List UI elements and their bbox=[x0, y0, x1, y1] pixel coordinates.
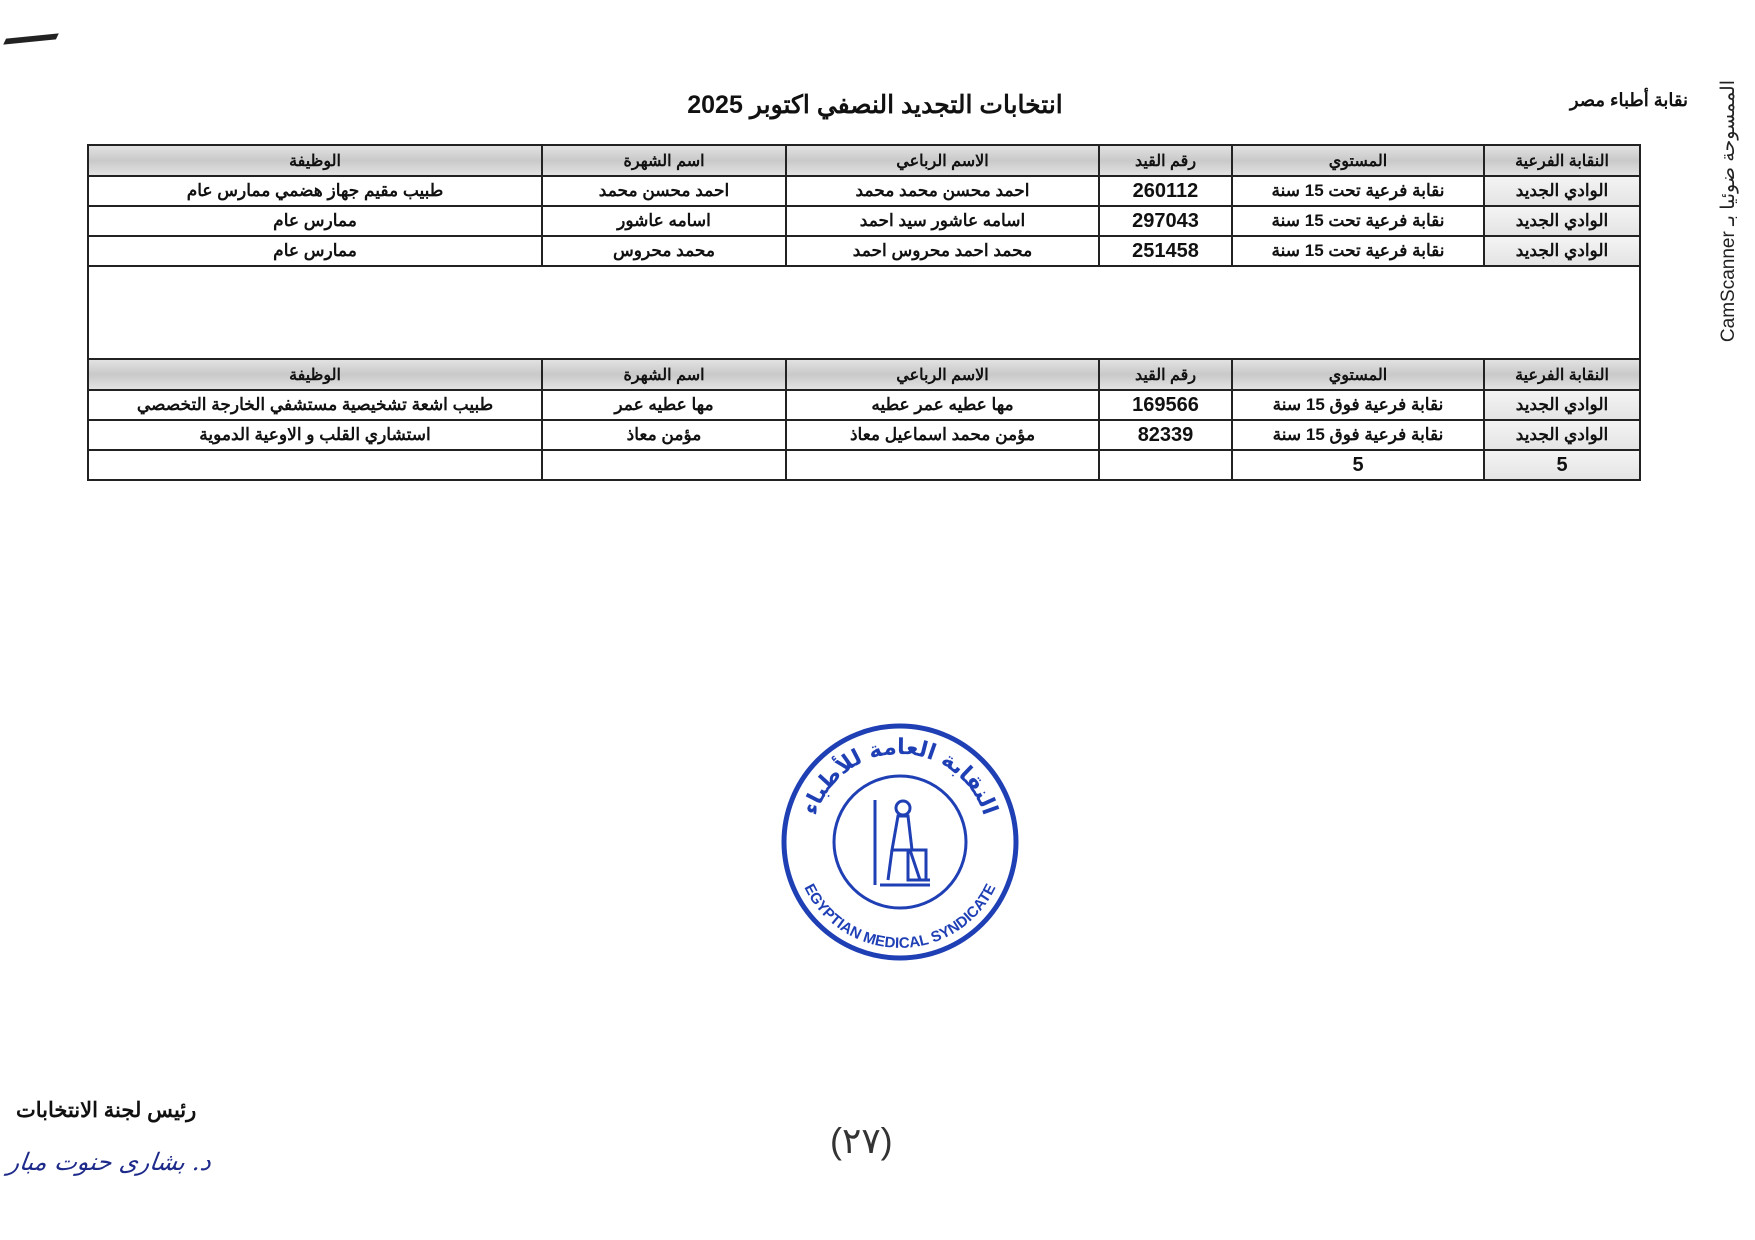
section-spacer-row bbox=[88, 266, 1640, 359]
table-cell: محمد احمد محروس احمد bbox=[786, 236, 1099, 266]
column-header: الوظيفة bbox=[88, 145, 542, 176]
organization-name: نقابة أطباء مصر bbox=[1569, 90, 1688, 110]
stamp-inner-ring bbox=[834, 776, 966, 908]
election-committee-chair-label: رئيس لجنة الانتخابات bbox=[16, 1099, 197, 1122]
table-cell: مؤمن معاذ bbox=[542, 420, 786, 450]
table-row bbox=[88, 236, 1640, 266]
table-cell: طبيب اشعة تشخيصية مستشفي الخارجة التخصصي bbox=[88, 390, 542, 420]
table-cell: مها عطيه عمر bbox=[542, 390, 786, 420]
table-cell: محمد محروس bbox=[542, 236, 786, 266]
table-cell: 297043 bbox=[1099, 206, 1232, 236]
table-cell: نقابة فرعية تحت 15 سنة bbox=[1232, 176, 1484, 206]
table-cell: الوادي الجديد bbox=[1484, 390, 1640, 420]
table-row bbox=[88, 206, 1640, 236]
table-cell: احمد محسن محمد محمد bbox=[786, 176, 1099, 206]
seated-figure-icon bbox=[875, 800, 930, 885]
table-cell: مها عطيه عمر عطيه bbox=[786, 390, 1099, 420]
stamp-english-text: EGYPTIAN MEDICAL SYNDICATE bbox=[800, 881, 1000, 953]
table-row bbox=[88, 420, 1640, 450]
column-header: النقابة الفرعية bbox=[1484, 359, 1640, 390]
table-row bbox=[88, 176, 1640, 206]
table-cell: ممارس عام bbox=[88, 236, 542, 266]
camscanner-watermark: الممسوحة ضوئيا بـ CamScanner bbox=[1718, 80, 1739, 343]
page-title: انتخابات التجديد النصفي اكتوبر 2025 bbox=[687, 91, 1063, 119]
stamp-arabic-text: النقابة العامة للأطباء bbox=[797, 734, 1003, 819]
column-header: اسم الشهرة bbox=[542, 145, 786, 176]
table-cell: 169566 bbox=[1099, 390, 1232, 420]
table-cell: نقابة فرعية فوق 15 سنة bbox=[1232, 390, 1484, 420]
table-cell: احمد محسن محمد bbox=[542, 176, 786, 206]
handwritten-signature: د. بشارى حنوت مبار bbox=[6, 1148, 214, 1176]
table-cell: مؤمن محمد اسماعيل معاذ bbox=[786, 420, 1099, 450]
table-header-row bbox=[88, 359, 1640, 390]
table-cell: الوادي الجديد bbox=[1484, 236, 1640, 266]
candidates-table bbox=[87, 144, 1641, 481]
table-cell: الوادي الجديد bbox=[1484, 176, 1640, 206]
column-header: المستوي bbox=[1232, 145, 1484, 176]
table-cell: طبيب مقيم جهاز هضمي ممارس عام bbox=[88, 176, 542, 206]
table-cell: نقابة فرعية تحت 15 سنة bbox=[1232, 206, 1484, 236]
table-cell: 260112 bbox=[1099, 176, 1232, 206]
stamp-outer-ring bbox=[784, 726, 1016, 958]
spacer-cell bbox=[88, 266, 1640, 359]
scan-corner-mark bbox=[3, 33, 59, 44]
total-cell bbox=[1099, 450, 1232, 480]
column-header: النقابة الفرعية bbox=[1484, 145, 1640, 176]
table-cell: الوادي الجديد bbox=[1484, 420, 1640, 450]
column-header: المستوي bbox=[1232, 359, 1484, 390]
table-cell: نقابة فرعية تحت 15 سنة bbox=[1232, 236, 1484, 266]
table-cell: الوادي الجديد bbox=[1484, 206, 1640, 236]
table-row bbox=[88, 390, 1640, 420]
column-header: الاسم الرباعي bbox=[786, 359, 1099, 390]
total-cell: 5 bbox=[1232, 450, 1484, 480]
table-cell: ممارس عام bbox=[88, 206, 542, 236]
syndicate-stamp bbox=[780, 720, 1020, 965]
candidates-table-container bbox=[87, 144, 1639, 481]
column-header: اسم الشهرة bbox=[542, 359, 786, 390]
total-cell: 5 bbox=[1484, 450, 1640, 480]
page-number: (٢٧) bbox=[830, 1120, 893, 1161]
table-cell: 251458 bbox=[1099, 236, 1232, 266]
totals-row bbox=[88, 450, 1640, 480]
column-header: الوظيفة bbox=[88, 359, 542, 390]
table-header-row bbox=[88, 145, 1640, 176]
table-cell: اسامه عاشور سيد احمد bbox=[786, 206, 1099, 236]
column-header: رقم القيد bbox=[1099, 145, 1232, 176]
table-cell: اسامه عاشور bbox=[542, 206, 786, 236]
table-cell: 82339 bbox=[1099, 420, 1232, 450]
column-header: الاسم الرباعي bbox=[786, 145, 1099, 176]
table-cell: استشاري القلب و الاوعية الدموية bbox=[88, 420, 542, 450]
total-cell bbox=[542, 450, 786, 480]
total-cell bbox=[88, 450, 542, 480]
column-header: رقم القيد bbox=[1099, 359, 1232, 390]
table-cell: نقابة فرعية فوق 15 سنة bbox=[1232, 420, 1484, 450]
total-cell bbox=[786, 450, 1099, 480]
